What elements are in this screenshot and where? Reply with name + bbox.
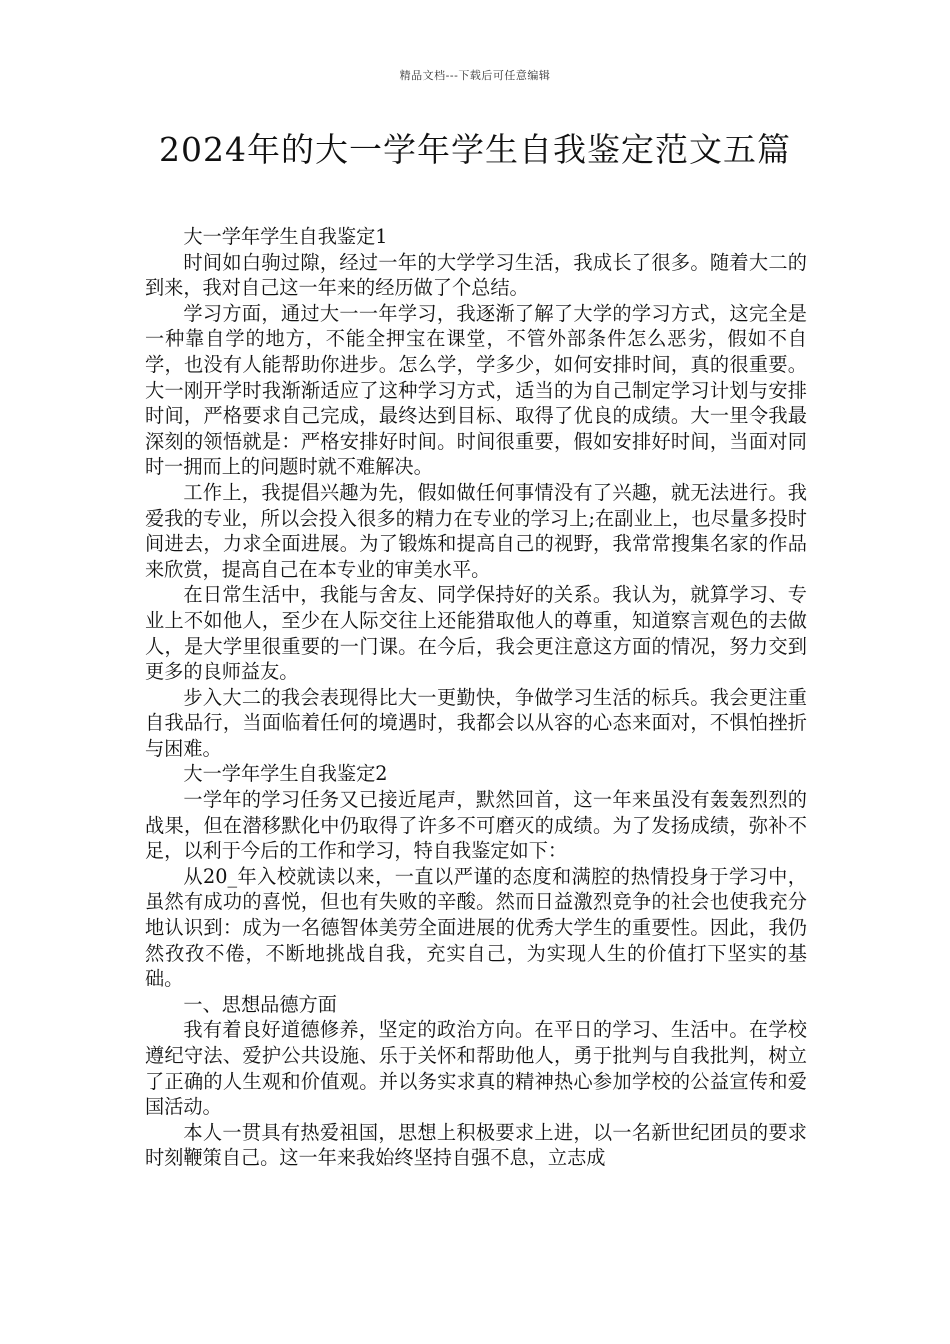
paragraph: 我有着良好道德修养，坚定的政治方向。在平日的学习、生活中。在学校遵纪守法、爱护公共设施、乐于关怀和帮助他人，勇于批判与自我批判，树立了正确的人生观和价值观。并以务实求真的精神热心参加学校的公益宣传和爱国活动。 bbox=[145, 1018, 807, 1119]
document-body bbox=[145, 224, 807, 1171]
paragraph: 时间如白驹过隙，经过一年的大学学习生活，我成长了很多。随着大二的到来，我对自己这一年来的经历做了个总结。 bbox=[145, 250, 807, 300]
paragraph: 工作上，我提倡兴趣为先，假如做任何事情没有了兴趣，就无法进行。我爱我的专业，所以会投入很多的精力在专业的学习上;在副业上，也尽量多投时间进去，力求全面进展。为了锻炼和提高自己的视野，我常常搜集名家的作品来欣赏，提高自己在本专业的审美水平。 bbox=[145, 480, 807, 581]
document-title: 2024年的大一学年学生自我鉴定范文五篇 bbox=[159, 130, 791, 169]
paragraph: 学习方面，通过大一一年学习，我逐渐了解了大学的学习方式，这完全是一种靠自学的地方，不能全押宝在课堂，不管外部条件怎么恶劣，假如不自学，也没有人能帮助你进步。怎么学，学多少，如何安排时间，真的很重要。大一刚开学时我渐渐适应了这种学习方式，适当的为自己制定学习计划与安排时间，严格要求自己完成，最终达到目标、取得了优良的成绩。大一里令我最深刻的领悟就是：严格安排好时间。时间很重要，假如安排好时间，当面对同时一拥而上的问题时就不难解决。 bbox=[145, 301, 807, 479]
page-header-note: 精品文档---下载后可任意编辑 bbox=[399, 69, 551, 82]
paragraph: 从20_年入校就读以来，一直以严谨的态度和满腔的热情投身于学习中，虽然有成功的喜悦，但也有失败的辛酸。然而日益激烈竞争的社会也使我充分地认识到：成为一名德智体美劳全面进展的优秀大学生的重要性。因此，我仍然孜孜不倦，不断地挑战自我，充实自己，为实现人生的价值打下坚实的基础。 bbox=[145, 864, 807, 991]
subsection-heading: 一、思想品德方面 bbox=[183, 992, 337, 1016]
paragraph: 本人一贯具有热爱祖国，思想上积极要求上进，以一名新世纪团员的要求时刻鞭策自己。这一年来我始终坚持自强不息，立志成 bbox=[145, 1120, 807, 1170]
paragraph: 在日常生活中，我能与舍友、同学保持好的关系。我认为，就算学习、专业上不如他人，至少在人际交往上还能猎取他人的尊重，知道察言观色的去做人，是大学里很重要的一门课。在今后，我会更注意这方面的情况，努力交到更多的良师益友。 bbox=[145, 583, 807, 684]
section-heading-1: 大一学年学生自我鉴定1 bbox=[183, 225, 388, 248]
paragraph: 步入大二的我会表现得比大一更勤快，争做学习生活的标兵。我会更注重自我品行，当面临着任何的境遇时，我都会以从容的心态来面对，不惧怕挫折与困难。 bbox=[145, 685, 807, 760]
section-heading-2: 大一学年学生自我鉴定2 bbox=[183, 762, 388, 786]
paragraph: 一学年的学习任务又已接近尾声，默然回首，这一年来虽没有轰轰烈烈的战果，但在潜移默化中仍取得了许多不可磨灭的成绩。为了发扬成绩，弥补不足，以利于今后的工作和学习，特自我鉴定如下： bbox=[145, 788, 807, 863]
